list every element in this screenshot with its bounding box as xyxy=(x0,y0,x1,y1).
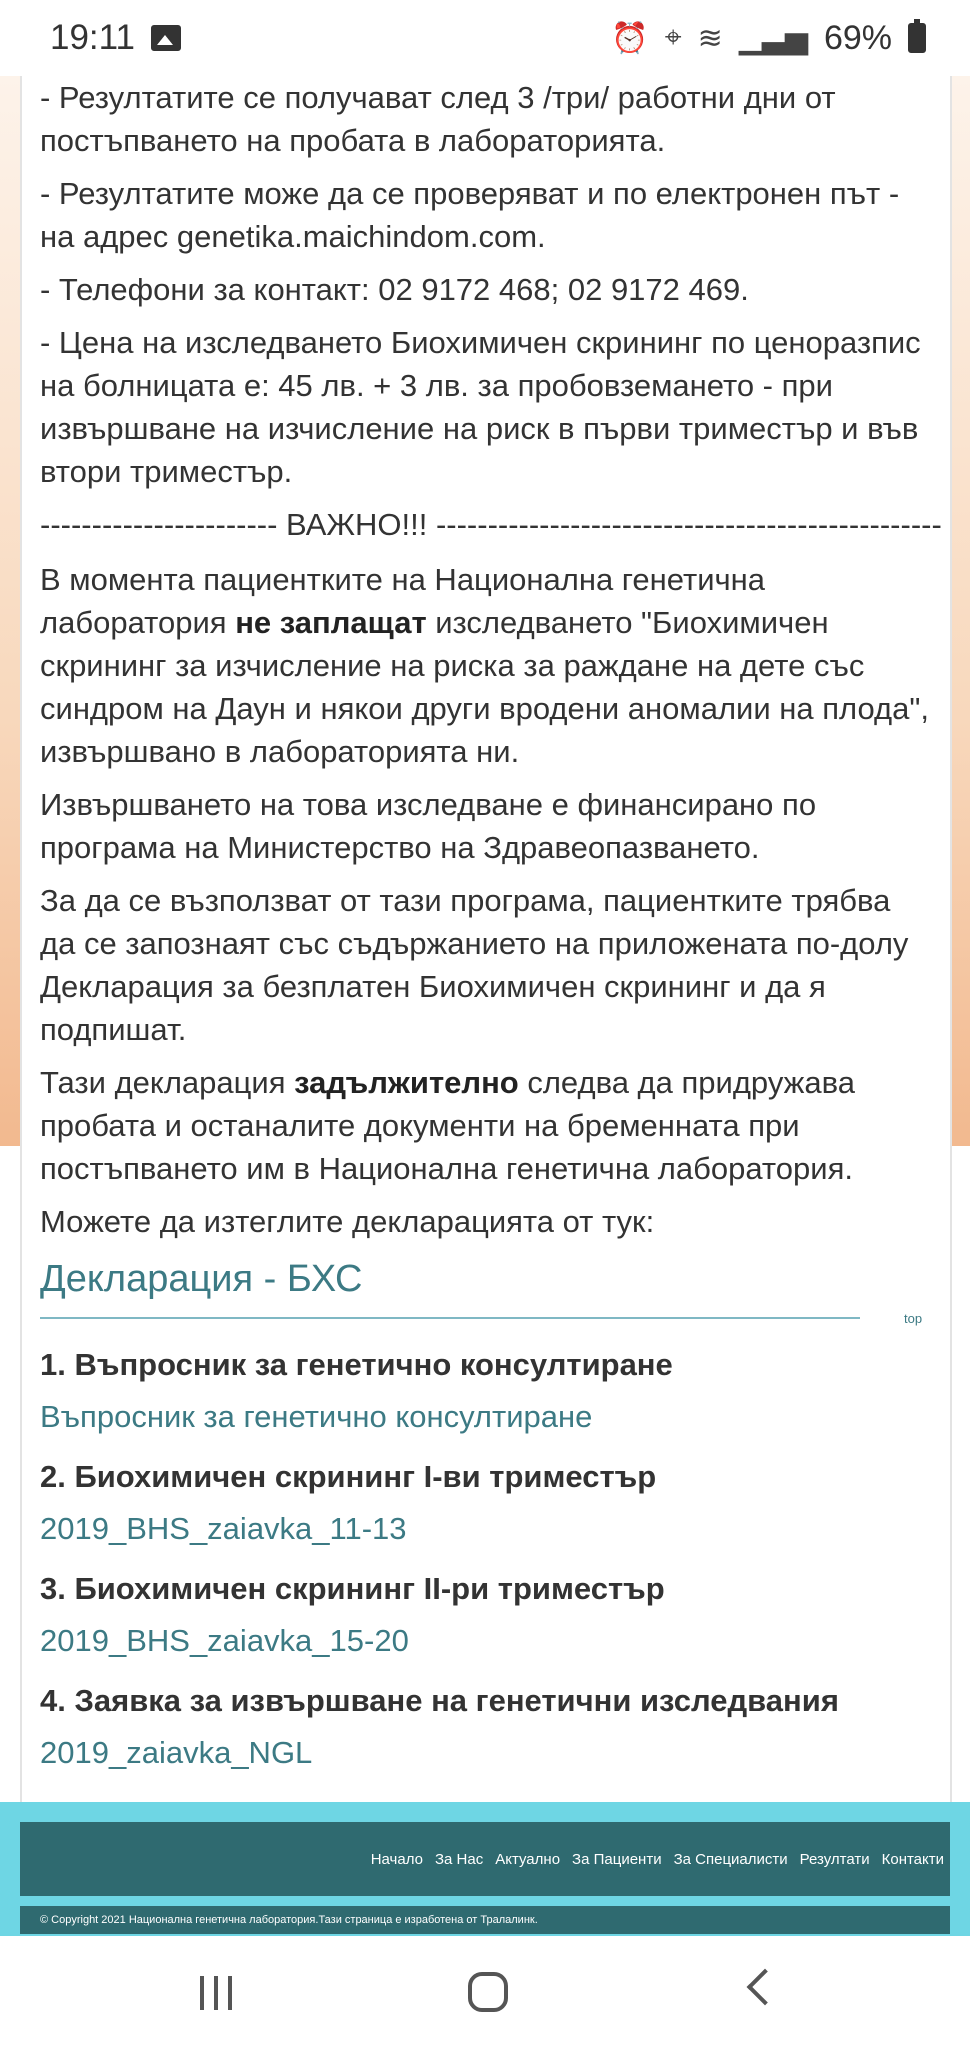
declaration-link[interactable]: Декларация - БХС xyxy=(40,1258,363,1300)
footer-nav-news[interactable]: Актуално xyxy=(495,1850,561,1868)
second-trimester-link[interactable]: 2019_BHS_zaiavka_15-20 xyxy=(40,1623,409,1658)
recent-bar-1 xyxy=(200,1976,204,2010)
free-screening-text xyxy=(40,558,930,773)
declaration-required-a: Тази декларация xyxy=(40,1065,295,1100)
recent-apps-icon[interactable] xyxy=(198,1976,234,2010)
results-timing-text: - Резултатите се получават след 3 /три/ работни дни от постъпването на пробата в лабораторията. xyxy=(40,80,836,158)
footer-nav-patients[interactable]: За Пациенти xyxy=(572,1850,662,1868)
footer-nav-results[interactable]: Резултати xyxy=(799,1850,870,1868)
signal-icon: ▁▃▅ xyxy=(738,21,808,55)
section-title-first-trimester: 2. Биохимичен скрининг I-ви триместър xyxy=(40,1459,657,1494)
free-screening-text-b: изследването "Биохимичен скрининг за изчисление на риска за раждане на дете със синдром на Даун и някои други вродени аномалии на плода", извършвано в лабораторията ни. xyxy=(40,605,929,769)
contact-phones-text: - Телефони за контакт: 02 9172 468; 02 9172 469. xyxy=(40,272,749,307)
status-time: 19:11 xyxy=(50,18,135,57)
divider-line xyxy=(40,1317,860,1319)
main-content xyxy=(20,76,952,1802)
questionnaire-link[interactable]: Въпросник за генетично консултиране xyxy=(40,1399,593,1434)
important-divider: ----------------------- ВАЖНО!!! ------------------------------------------------- xyxy=(40,507,942,542)
declaration-required-text xyxy=(40,1061,930,1190)
section-divider xyxy=(40,1313,930,1333)
free-screening-bold: не заплащат xyxy=(235,605,427,640)
footer-nav-contacts[interactable]: Контакти xyxy=(881,1850,944,1868)
top-link[interactable]: top xyxy=(904,1311,923,1326)
android-nav-bar xyxy=(0,1936,970,2048)
genetic-request-link[interactable]: 2019_zaiavka_NGL xyxy=(40,1735,313,1770)
section-title-questionnaire: 1. Въпросник за генетично консултиране xyxy=(40,1347,673,1382)
alarm-icon: ⏰ xyxy=(611,21,649,55)
program-text: За да се възползват от тази програма, пациентките трябва да се запознаят със съдържанието на приложената по-долу Декларация за безплатен Биохимичен скрининг и да я подпишат. xyxy=(40,883,909,1047)
free-screening-text-a: В момента пациентките на Национална генетична лаборатория xyxy=(40,562,766,640)
footer-nav-about[interactable]: За Нас xyxy=(434,1850,484,1868)
price-text: - Цена на изследването Биохимичен скрининг по ценоразпис на болницата е: 45 лв. + 3 лв. за пробовземането - при извършване на изчисление на риск в първи триместър и във втори триместър. xyxy=(40,325,921,489)
back-icon[interactable] xyxy=(747,1969,784,2006)
footer-nav xyxy=(20,1822,950,1896)
status-bar xyxy=(0,0,970,76)
footer-nav-home[interactable]: Начало xyxy=(370,1850,423,1868)
battery-icon xyxy=(908,23,926,53)
section-title-second-trimester: 3. Биохимичен скрининг II-ри триместър xyxy=(40,1571,665,1606)
section-title-genetic-request: 4. Заявка за извършване на генетични изследвания xyxy=(40,1683,839,1718)
home-icon[interactable] xyxy=(468,1972,508,2012)
wifi-icon: ≋ xyxy=(697,21,723,55)
recent-bar-3 xyxy=(228,1976,232,2010)
location-icon: ⌖ xyxy=(664,21,682,54)
download-text: Можете да изтеглите декларацията от тук: xyxy=(40,1204,655,1239)
declaration-required-b: следва да придружава пробата и останалите документи на бременната при постъпването им в Национална генетична лаборатория. xyxy=(40,1065,856,1186)
footer-copyright: © Copyright 2021 Национална генетична лаборатория.Тази страница е изработена от Тралалинк. xyxy=(20,1906,950,1934)
status-icons xyxy=(611,19,926,58)
footer xyxy=(0,1802,970,1936)
recent-bar-2 xyxy=(214,1976,218,2010)
gallery-icon xyxy=(151,25,181,51)
first-trimester-link[interactable]: 2019_BHS_zaiavka_11-13 xyxy=(40,1511,407,1546)
declaration-required-bold: задължително xyxy=(294,1065,519,1100)
funding-text: Извършването на това изследване е финансирано по програма на Министерство на Здравеопазването. xyxy=(40,787,817,865)
footer-nav-specialists[interactable]: За Специалисти xyxy=(673,1850,788,1868)
results-online-text: - Резултатите може да се проверяват и по електронен път - на адрес genetika.maichindom.com. xyxy=(40,176,900,254)
battery-percent: 69% xyxy=(823,18,892,57)
